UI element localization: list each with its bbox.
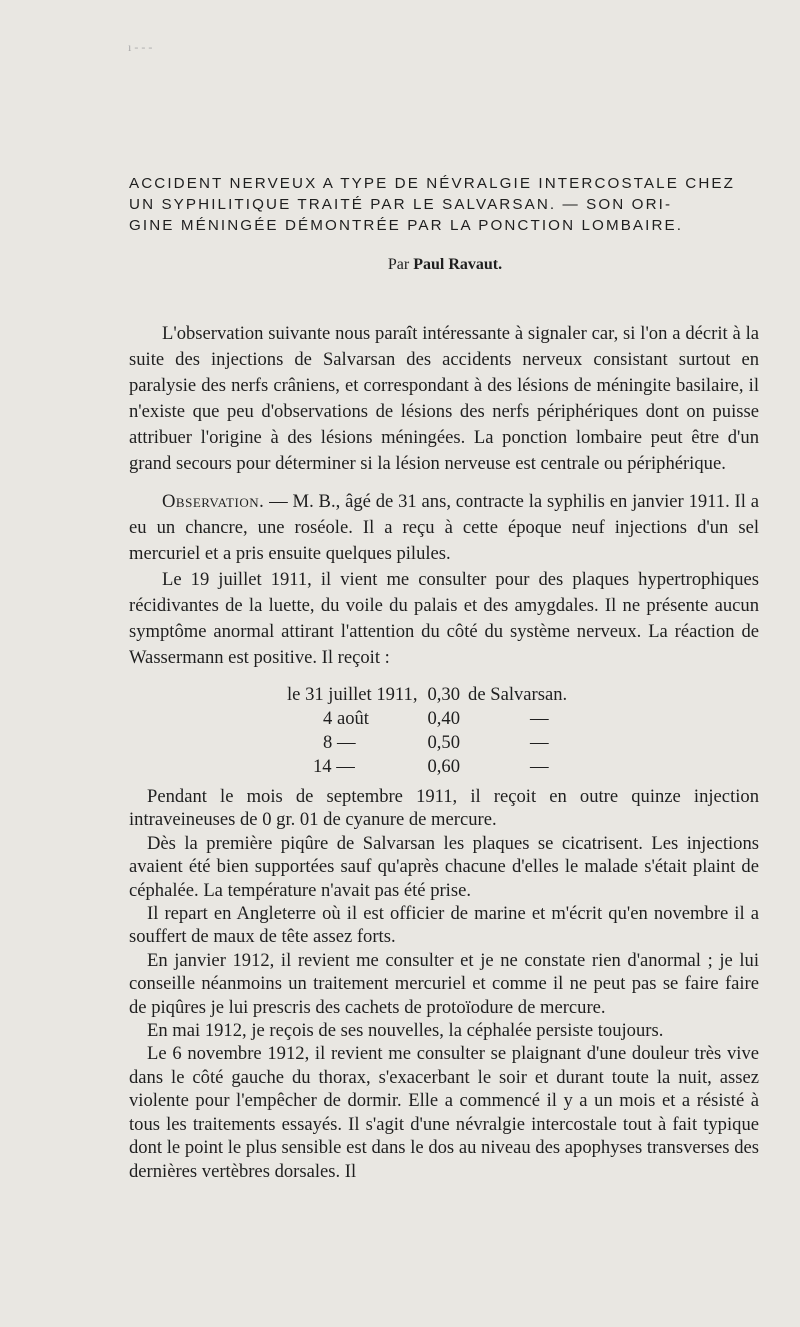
dose-amount: 0,30 [427,684,461,705]
dose-date: 4 août [323,708,369,729]
paragraph-july: Le 19 juillet 1911, il vient me consulter pour des plaques hypertrophiques récidivantes de la luette, du voile du palais et des amygdales. Il ne présente aucun symptôme anormal attirant l'attention du côté du système nerveux. La réaction de Wassermann est positive. Il reçoit : [129,568,759,669]
article-title [129,173,762,236]
header-mark: ı ‐ ‐ - [128,40,153,54]
dose-date: 8 — [323,732,356,753]
paragraph: Il repart en Angleterre où il est officier de marine et m'écrit qu'en novembre il a souffert de maux de tête assez forts. [129,903,759,948]
paragraph: Dès la première piqûre de Salvarsan les plaques se cicatrisent. Les injections avaient été bien supportées sauf qu'après chacune d'elles le malade s'était plaint de céphalée. La température n'avait pas été prise. [129,832,759,901]
paragraph: En mai 1912, je reçois de ses nouvelles, la céphalée persiste toujours. [147,1020,664,1042]
author-prefix: Par [387,256,410,273]
title-line: ACCIDENT NERVEUX A TYPE DE NÉVRALGIE INTERCOSTALE CHEZ [129,175,735,192]
title-line: GINE MÉNINGÉE DÉMONTRÉE PAR LA PONCTION LOMBAIRE. [129,217,684,234]
dose-row [287,707,567,731]
body-text-continued [129,785,759,1183]
dose-row [287,755,567,779]
dose-unit: — [530,732,549,753]
intro-paragraph: L'observation suivante nous paraît intéressante à signaler car, si l'on a décrit à la suite des injections de Salvarsan des accidents nerveux consistant surtout en paralysie des nerfs crâniens, et correspondant à des lésions de méningite basilaire, il n'existe que peu d'observations de lésions des nerfs périphériques dont on puisse attribuer l'origine à des lésions méningées. La ponction lombaire peut être d'un grand secours pour déterminer si la lésion nerveuse est centrale ou périphérique. [129,323,759,475]
dose-unit: — [530,708,549,729]
paragraph: Pendant le mois de septembre 1911, il reçoit en outre quinze injection intraveineuses de 0 gr. 01 de cyanure de mercure. [129,786,759,831]
title-line: UN SYPHILITIQUE TRAITÉ PAR LE SALVARSAN. — SON ORI- [129,196,673,213]
dose-unit: — [530,756,549,777]
dose-row [287,683,567,707]
paragraph: Le 6 novembre 1912, il revient me consulter se plaignant d'une douleur très vive dans le côté gauche du thorax, s'exacerbant le soir et durant toute la nuit, assez violente pour l'empêcher de dormir. Elle a commencé il y a un mois et a résisté à tous les traitements essayés. Il s'agit d'une névralgie intercostale tout à fait typique dont le point le plus sensible est dans le dos au niveau des apophyses transverses des dernières vertèbres dorsales. Il [129,1043,759,1182]
dose-unit: de Salvarsan. [468,684,568,705]
author-line [0,256,800,274]
observation-label: Observation. [162,490,265,512]
dose-amount: 0,50 [427,732,461,753]
dose-amount: 0,40 [427,708,461,729]
dose-row [287,731,567,755]
dose-table [287,683,567,779]
observation-text: — M. B., âgé de 31 ans, contracte la syphilis en janvier 1911. Il a eu un chancre, une roséole. Il a reçu à cette époque neuf injections d'un sel mercuriel et a pris ensuite quelques pilules. [129,490,759,564]
body-text [129,321,759,671]
dose-date: 14 — [313,756,355,777]
paragraph: En janvier 1912, il revient me consulter et je ne constate rien d'anormal ; je lui conseille néanmoins un traitement mercuriel et comme il ne peut pas se faire faire de piqûres je lui prescris des cachets de protoïodure de mercure. [129,949,759,1018]
author-name: Paul Ravaut. [413,256,503,273]
dose-amount: 0,60 [427,756,461,777]
dose-date: le 31 juillet 1911, [287,684,418,705]
observation-paragraph [129,489,759,567]
